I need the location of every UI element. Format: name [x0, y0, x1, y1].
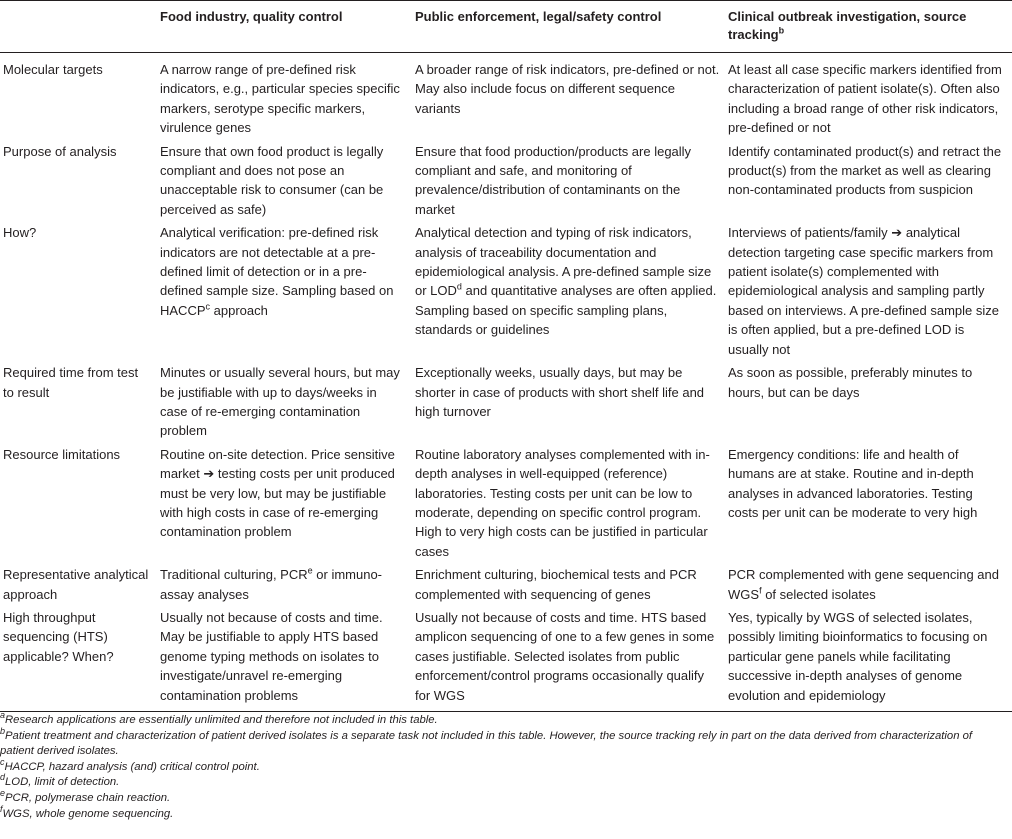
footnote-mark: f [0, 803, 3, 814]
footnote-mark: d [0, 772, 6, 783]
footnote-d [0, 772, 1008, 791]
cell-text: Analytical verification: pre-defined risk indicators are not detectable at a pre-defined limit of detection or in a pre-defined sample size. Sampling based on HACCP [160, 225, 394, 318]
row-label: Molecular targets [3, 62, 103, 77]
cell-clinical [728, 563, 1012, 606]
header-clinical [728, 1, 1012, 53]
table-row [0, 140, 1012, 222]
row-label: Resource limitations [3, 446, 121, 462]
footnote-e [0, 788, 1008, 807]
footnote-ref-e: e [307, 565, 313, 576]
cell-clinical [728, 221, 1012, 361]
footnote-b [0, 725, 1008, 760]
cell-text: testing costs per unit produced must be very low, but may be justifiable with high costs in case of re-emerging contamination problem [160, 466, 395, 540]
table-row [0, 361, 1012, 443]
cell-text: Interviews of patients/family [728, 225, 892, 241]
table-row [0, 221, 1012, 361]
cell-public: Exceptionally weeks, usually days, but may be shorter in case of products with short shelf life and high turnover [415, 365, 705, 419]
cell-public: Ensure that food production/products are legally compliant and safe, and monitoring of prevalence/distribution of contaminants on the market [415, 143, 692, 217]
cell-text: analytical detection targeting case specific markers from patient isolate(s) complemented with epidemiological analysis and sampling partly based on interviews. A pre-defined sample size is often applied, but a pre-defined LOD is usually not [728, 225, 999, 357]
cell-public: Enrichment culturing, biochemical tests and PCR complemented with sequencing of genes [415, 567, 697, 602]
cell-food: Usually not because of costs and time. May be justifiable to apply HTS based genome typing methods on isolates to investigate/unravel re-emerging contamination problems [160, 609, 383, 703]
table-row [0, 563, 1012, 606]
cell-text: and quantitative analyses are often applied. Sampling based on specific sampling plans, standards or guidelines [415, 283, 717, 338]
footnote-f [0, 803, 1008, 823]
row-label: High throughput sequencing (HTS) applicable? When? [3, 609, 114, 664]
header-clinical-text: Clinical outbreak investigation, source tracking [728, 9, 967, 42]
footnote-text: WGS, whole genome sequencing. [2, 807, 174, 820]
header-public-enforcement [415, 1, 728, 53]
cell-text: Traditional culturing, PCR [160, 567, 308, 583]
footnote-ref-d: d [456, 282, 462, 293]
cell-clinical: Yes, typically by WGS of selected isolates, possibly limiting bioinformatics to focusing on particular gene panels while facilitating successive in-depth analyses of genome evolution and epidemiology [728, 609, 988, 703]
cell-text: approach [210, 302, 268, 318]
right-arrow-icon: ➔ [891, 225, 903, 241]
header-food-text: Food industry, quality control [160, 9, 343, 24]
footnote-text: HACCP, hazard analysis (and) critical control point. [4, 760, 260, 773]
footnote-mark: a [0, 710, 6, 721]
footnote-ref-f: f [759, 585, 762, 596]
footnote-ref-b: b [778, 25, 785, 36]
cell-clinical: Emergency conditions: life and health of humans are at stake. Routine and in-depth analyses in advanced laboratories. Testing costs per unit can be moderate to very high [728, 446, 978, 520]
row-label: Required time from test to result [3, 365, 139, 400]
cell-public: A broader range of risk indicators, pre-defined or not. May also include focus on different sequence variants [415, 62, 720, 116]
cell-food [160, 443, 415, 563]
table-row [0, 606, 1012, 712]
table-row [0, 443, 1012, 563]
cell-text: Analytical detection and typing of risk indicators, analysis of traceability documentation and epidemiological analysis. A pre-defined sample size or LOD [415, 225, 712, 299]
cell-clinical: As soon as possible, preferably minutes to hours, but can be days [728, 365, 973, 400]
row-label: Representative analytical approach [3, 567, 149, 602]
footnote-a [0, 710, 1008, 729]
cell-food: Ensure that own food product is legally compliant and does not pose an unacceptable risk to consumer (can be perceived as safe) [160, 143, 384, 217]
footnotes [0, 710, 1008, 822]
cell-food: Minutes or usually several hours, but may be justifiable with up to days/weeks in case of re-emerging contamination problem [160, 365, 400, 439]
footnote-text: LOD, limit of detection. [5, 776, 120, 789]
cell-clinical: Identify contaminated product(s) and retract the product(s) from the market as well as clearing non-contaminated products from suspicion [728, 143, 1002, 198]
cell-public [415, 221, 728, 361]
cell-food [160, 221, 415, 361]
footnote-text: Patient treatment and characterization of patient derived isolates is a separate task not included in this table. However, the source tracking rely in part on the data derived from characterization of patient derived isolates. [0, 729, 973, 758]
cell-text: PCR complemented with gene sequencing and WGS [728, 567, 1000, 602]
row-label: How? [3, 225, 37, 241]
header-blank [0, 1, 160, 53]
cell-text: of selected isolates [761, 586, 876, 602]
header-food-industry [160, 1, 415, 53]
row-label: Purpose of analysis [3, 143, 117, 159]
footnote-text: PCR, polymerase chain reaction. [5, 791, 171, 804]
cell-text: or immuno-assay analyses [160, 567, 383, 602]
cell-food [160, 563, 415, 606]
footnote-mark: c [0, 757, 5, 768]
footnote-ref-c: c [205, 301, 211, 312]
footnote-mark: b [0, 725, 6, 736]
table-row [0, 53, 1012, 140]
header-public-text: Public enforcement, legal/safety control [415, 9, 662, 24]
footnote-mark: e [0, 788, 6, 799]
cell-food: A narrow range of pre-defined risk indicators, e.g., particular species specific markers, serotype specific markers, virulence genes [160, 62, 400, 136]
header-row [0, 1, 1012, 53]
cell-public: Usually not because of costs and time. HTS based amplicon sequencing of one to a few genes in some cases justifiable. Selected isolates from public enforcement/control programs occasionally qualify for WGS [415, 609, 715, 703]
footnote-text: Research applications are essentially unlimited and therefore not included in this table. [5, 714, 438, 726]
right-arrow-icon: ➔ [203, 466, 215, 482]
cell-clinical: At least all case specific markers identified from characterization of patient isolate(s). Often also including a broad range of other risk indicators, pre-defined or not [728, 62, 1002, 136]
cell-public: Routine laboratory analyses complemented with in-depth analyses in well-equipped (reference) laboratories. Testing costs per unit can be low to moderate, depending on specific control program. High to very high costs can be justified in particular cases [415, 446, 710, 559]
cell-text: Routine on-site detection. Price sensitive market [160, 446, 395, 482]
footnote-c [0, 757, 1008, 776]
